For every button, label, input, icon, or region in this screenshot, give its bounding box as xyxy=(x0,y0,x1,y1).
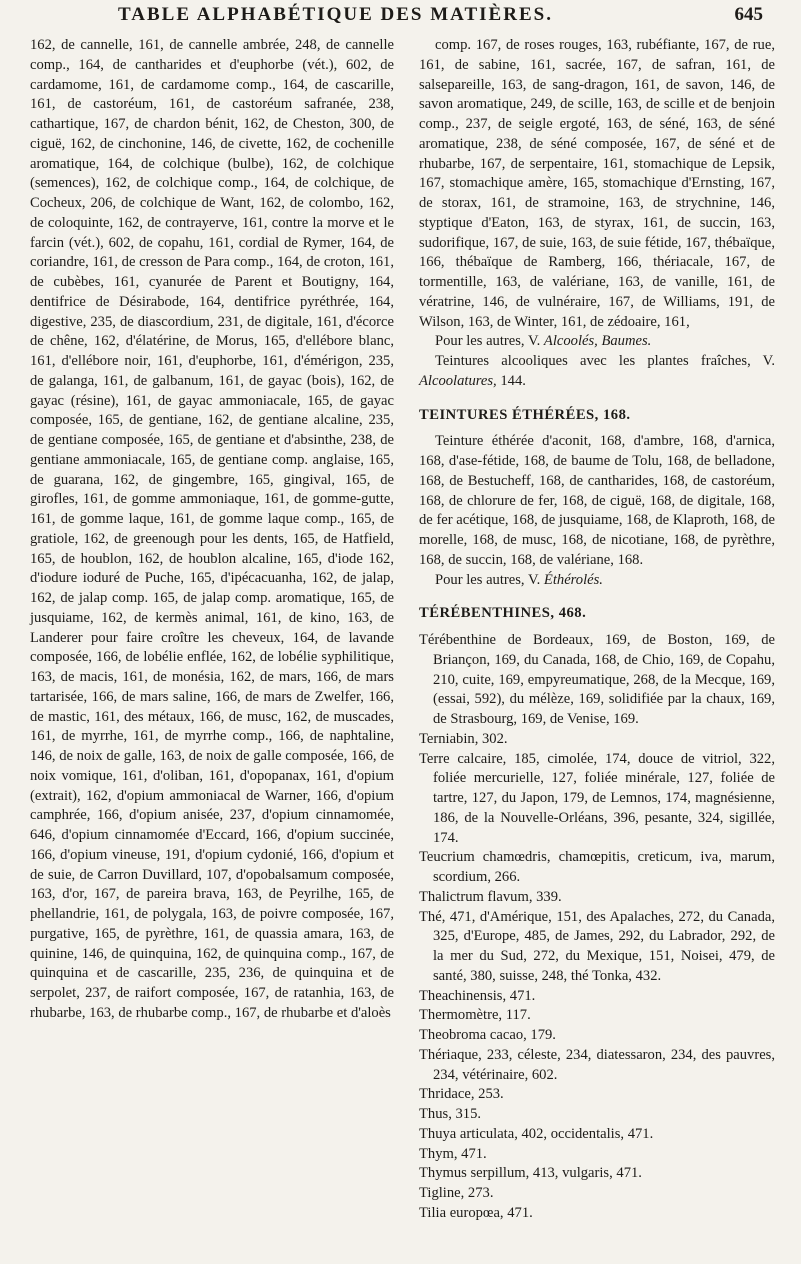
see-also-reference: Alcoolés, Baumes. xyxy=(543,333,652,350)
right-column xyxy=(419,36,775,1224)
page-header xyxy=(0,0,801,28)
index-entry: Thridace, 253. xyxy=(419,1086,504,1103)
index-entry: Tilia europœa, 471. xyxy=(419,1204,533,1221)
see-also-prefix: Pour les autres, V. xyxy=(435,333,541,350)
left-column-text: 162, de cannelle, 161, de cannelle ambrée, 248, de cannelle comp., 164, de cantharides et d'euphorbe (vét.), 602, de cardamome, 161, de cardamome comp., 164, de cascarille, 161, de castoréum, 161, de castoréum safranée, 238, cathartique, 167, de chardon bénit, 162, de Cheston, 300, de ciguë, 162, de cinchonine, 146, de civette, 162, de cochenille aromatique, 164, de colchique (bulbe), 162, de colchique (semences), 162, de colchique comp., 164, de colchique, de Cocheux, 206, de colchique de Want, 162, de colombo, 162, de coloquinte, 162, de contrayerve, 161, contre la morve et le farcin (vét.), 602, de copahu, 161, cordial de Rymer, 164, de coriandre, 161, de cresson de Para comp., 164, de croton, 161, de cubèbes, 161, cyanurée de Parent et Boutigny, 164, dentifrice de Désirabode, 164, dentifrice pyréthrée, 164, digestive, 235, de diascordium, 231, de digitale, 161, d'écorce de chêne, 162, d'élatérine, de Morus, 165, d'ellébore blanc, 161, d'ellébore noir, 161, d'euphorbe, 161, d'émérigon, 235, de galanga, 161, de galbanum, 161, de gayac (bois), 162, de gayac (résine), 161, de gayac ammoniacale, 165, de gayac composée, 165, de gentiane, 162, de gentiane alcaline, 235, de gentiane composée, 165, de gentiane et d'absinthe, 238, de gentiane ammoniacale, 165, de gentiane comp. anglaise, 165, de guarana, 162, de gingembre, 165, gingival, 165, de girofles, 161, de gomme ammoniaque, 161, de gomme-gutte, 161, de gomme laque, 161, de gomme laque comp., 165, de gratiole, 162, de greenough pour les dents, 165, de Hatfield, 165, de houblon, 162, de houblon alcaline, 165, d'iode 162, d'iodure ioduré de Puche, 165, d'ipécacuanha, 162, de jalap, 162, de jalap comp. 165, de jalap comp. aromatique, 165, de jusquiame, 162, de kermès animal, 161, de kino, 163, de Landerer pour faire croître les cheveux, 164, de lavande composée, 166, de lobélie enflée, 162, de lobélie syphilitique, 163, de macis, 161, de monésia, 162, de mars, 166, de mars tartarisée, 166, de mars saline, 166, de mars de Zwelfer, 166, de mastic, 161, des métaux, 166, de musc, 162, de muscades, 161, de myrrhe, 161, de myrrhe comp., 166, de naphtaline, 146, de noix de galle, 163, de noix de galle composée, 166, de noix vomique, 161, d'oliban, 161, d'opopanax, 161, d'opium (extrait), 162, d'opium ammoniacal de Warner, 166, d'opium camphrée, 166, d'opium anisée, 237, d'opium cinnamomée, 646, d'opium cinnamomée d'Eccard, 166, d'opium succinée, 166, d'opium vineuse, 191, d'opium cydonié, 166, d'opium et de suie, de Carron Duvillard, 107, d'opobalsamum composée, 163, d'or, 167, de pareira brava, 163, de Peyrilhe, 165, de phellandrie, 161, de polygala, 163, de poivre composée, 167, purgative, 165, de pyrèthre, 161, de quassia amara, 163, de quinine, 146, de quinquina, 162, de quinquina comp., 167, de quinquina et de cascarille, 235, 236, de quinquina et de serpolet, 237, de raifort composée, 167, de ratanhia, 163, de rhubarbe, 163, de rhubarbe comp., 167, de rhubarbe et d'aloès xyxy=(30,37,394,1021)
index-entry: Teucrium chamœdris, chamœpitis, creticum, iva, marum, scordium, 266. xyxy=(419,849,775,885)
see-also-etheroles xyxy=(419,571,775,591)
index-entry: Thermomètre, 117. xyxy=(419,1007,531,1024)
index-entry: Terniabin, 302. xyxy=(419,730,508,747)
index-entry: Terre calcaire, 185, cimolée, 174, douce de vitriol, 322, foliée mercurielle, 127, foliée minérale, 127, foliée de tartre, 127, du Japon, 179, de Lemnos, 174, magnésienne, 186, de la Nouvelle-Orléans, 396, pesante, 324, sigillée, 174. xyxy=(419,750,775,846)
heading-terebenthines: TÉRÉBENTHINES, 468. xyxy=(419,605,587,622)
index-entry: Tigline, 273. xyxy=(419,1185,494,1201)
index-entries xyxy=(419,631,775,1224)
heading-teintures-etherees: TEINTURES ÉTHÉRÉES, 168. xyxy=(419,406,631,423)
index-entry: Thymus serpillum, 413, vulgaris, 471. xyxy=(419,1165,642,1182)
see-also-reference: Alcoolatures, xyxy=(419,372,497,389)
tinctures-continued-text: comp. 167, de roses rouges, 163, rubéfiante, 167, de rue, 161, de sabine, 161, sacrée, 167, de safran, 161, de salsepareille, 163, de sang-dragon, 161, de savon, 146, de savon aromatique, 249, de scille, 163, de scille et de benjoin comp., 237, de seigle ergoté, 163, de séné, 163, de séné aromatique, 238, de séné composée, 167, de séné et de rhubarbe, 167, de serpentaire, 161, stomachique de Lepsik, 167, stomachique amère, 165, stomachique d'Ernsting, 167, de storax, 161, de stramoine, 163, de strychnine, 146, styptique d'Eaton, 163, de styrax, 161, de succin, 163, sudorifique, 167, de suie, 163, de suie fétide, 167, thébaïque, 166, thébaïque de Ramberg, 166, thériacale, 167, de tormentille, 163, de valériane, 163, de vanille, 161, de vératrine, 146, de vulnéraire, 167, de Williams, 191, de Wilson, 163, de Winter, 161, de zédoaire, 161, xyxy=(419,37,775,330)
see-also-alcoolatures xyxy=(419,352,775,392)
index-entry: Theachinensis, 471. xyxy=(419,987,536,1004)
index-entry: Theobroma cacao, 179. xyxy=(419,1027,556,1043)
index-entry: Thuya articulata, 402, occidentalis, 471. xyxy=(419,1125,654,1142)
page-number: 645 xyxy=(734,4,763,25)
index-entry: Thus, 315. xyxy=(419,1106,482,1122)
see-also-reference: Éthérolés. xyxy=(543,571,603,588)
see-also-alcooles xyxy=(419,332,775,352)
index-entry: Thé, 471, d'Amérique, 151, des Apalaches, 272, du Canada, 325, d'Europe, 485, de James, 292, du Labrador, 292, de la mer du Sud, 272, du Mexique, 151, Noisei, 479, de santé, 380, suisse, 248, thé Tonka, 432. xyxy=(419,908,775,984)
left-column xyxy=(30,36,394,1024)
see-also-page: 144. xyxy=(500,372,526,389)
index-entry: Thalictrum flavum, 339. xyxy=(419,888,562,905)
see-also-prefix: Teintures alcooliques avec les plantes fraîches, V. xyxy=(435,353,775,369)
index-entry: Thériaque, 233, céleste, 234, diatessaron, 234, des pauvres, 234, vétérinaire, 602. xyxy=(419,1046,775,1083)
ethereal-tinctures-text: Teinture éthérée d'aconit, 168, d'ambre, 168, d'arnica, 168, d'ase-fétide, 168, de baume de Tolu, 168, de belladone, 168, de Bestucheff, 168, de cantharides, 168, de castoréum, 168, de chlorure de fer, 168, de ciguë, 168, de digitale, 168, de fer acétique, 168, de jusquiame, 168, de Klaproth, 168, de morelle, 168, de musc, 168, de nicotiane, 168, de pyrèthre, 168, de succin, 168, de valériane, 168. xyxy=(419,433,775,568)
index-entry: Térébenthine de Bordeaux, 169, de Boston, 169, de Briançon, 169, du Canada, 168, de Chio, 169, de Copahu, 210, cuite, 169, empyreumatique, 268, de la Mecque, 169, (essai, 592), du mélèze, 169, solidifiée par la chaux, 169, de Strasbourg, 169, de Venise, 169. xyxy=(419,632,775,727)
running-title: TABLE ALPHABÉTIQUE DES MATIÈRES. xyxy=(118,4,553,25)
see-also-prefix: Pour les autres, V. xyxy=(435,571,541,588)
index-entry: Thym, 471. xyxy=(419,1145,487,1162)
